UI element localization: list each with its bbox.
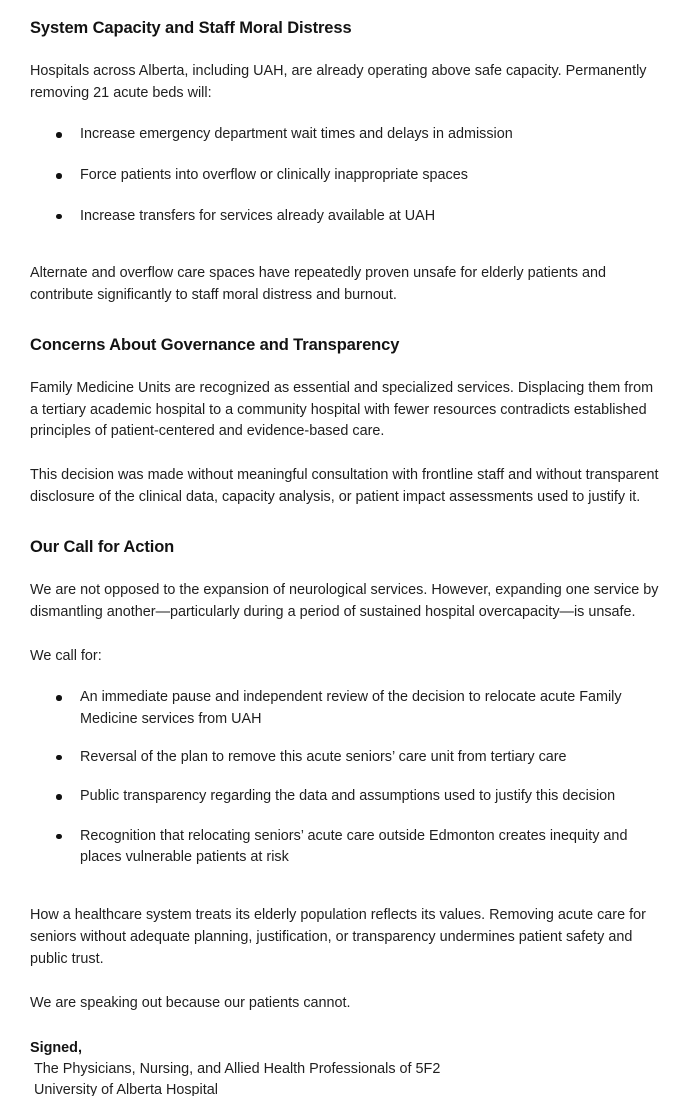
paragraph-system-capacity-intro: Hospitals across Alberta, including UAH, are already operating above safe capacity. Permanently removing 21 acute beds will:: [30, 62, 647, 101]
bullet-dot-icon: [56, 794, 62, 800]
spacer: [30, 39, 661, 61]
list-item: [30, 786, 661, 808]
paragraph-not-opposed-expansion: We are not opposed to the expansion of neurological services. However, expanding one service by dismantling another—particularly during a period of sustained hospital overcapacity—is unsafe.: [30, 581, 659, 620]
paragraph-speaking-out: We are speaking out because our patients cannot.: [30, 994, 351, 1011]
signature-line-hospital: University of Alberta Hospital: [34, 1081, 218, 1096]
paragraph-healthcare-system-values: How a healthcare system treats its elderly population reflects its values. Removing acute care for seniors without adequate planning, justification, or transparency undermines patient safety and public trust.: [30, 907, 646, 967]
bullet-dot-icon: [56, 173, 62, 179]
signature-block: [30, 1038, 661, 1096]
bullet-dot-icon: [56, 214, 62, 220]
paragraph-alternate-overflow-care: Alternate and overflow care spaces have repeatedly proven unsafe for elderly patients and contribute significantly to staff moral distress and burnout.: [30, 265, 606, 304]
bullet-dot-icon: [56, 755, 62, 761]
section-heading-system-capacity: System Capacity and Staff Moral Distress: [30, 19, 352, 37]
bullet-dot-icon: [56, 132, 62, 138]
spacer: [30, 1015, 661, 1038]
section-heading-governance-transparency: Concerns About Governance and Transparency: [30, 336, 400, 355]
spacer: [30, 558, 661, 580]
spacer: [30, 307, 661, 335]
list-item-label: Increase transfers for services already available at UAH: [80, 207, 436, 224]
list-item-label: Increase emergency department wait times and delays in admission: [80, 126, 513, 143]
spacer: [30, 104, 661, 124]
list-item-label: Public transparency regarding the data and assumptions used to justify this decision: [80, 788, 616, 805]
list-item: [30, 747, 661, 769]
list-item-label: Recognition that relocating seniors’ acute care outside Edmonton creates inequity and places vulnerable patients at risk: [80, 827, 628, 866]
spacer: [30, 667, 661, 687]
bullet-dot-icon: [56, 695, 62, 701]
paragraph-decision-consultation: This decision was made without meaningful consultation with frontline staff and without transparent disclosure of the clinical data, capacity analysis, or patient impact assessments used to justify it.: [30, 467, 659, 506]
spacer: [30, 971, 661, 993]
list-item-label: Force patients into overflow or clinically inappropriate spaces: [80, 167, 468, 184]
spacer: [30, 509, 661, 537]
signature-line-professionals: The Physicians, Nursing, and Allied Health Professionals of 5F2: [34, 1060, 441, 1077]
spacer: [30, 227, 661, 263]
spacer: [30, 356, 661, 378]
list-item-label: An immediate pause and independent review of the decision to relocate acute Family Medicine services from UAH: [80, 689, 622, 727]
list-item: [30, 206, 661, 228]
spacer: [30, 624, 661, 646]
list-item: [30, 826, 661, 869]
spacer: [30, 443, 661, 465]
paragraph-family-medicine-units: Family Medicine Units are recognized as essential and specialized services. Displacing them from a tertiary academic hospital to a community hospital with fewer resources contradicts established principles of patient-centered and evidence-based care.: [30, 379, 654, 440]
spacer: [30, 869, 661, 905]
bullet-list-call-for-action: [30, 687, 661, 869]
section-heading-call-for-action: Our Call for Action: [30, 538, 175, 557]
bullet-list-system-capacity: [30, 124, 661, 227]
paragraph-we-call-for: We call for:: [30, 647, 102, 664]
bullet-dot-icon: [56, 834, 62, 840]
list-item: [30, 124, 661, 146]
list-item: [30, 687, 661, 730]
signature-label: Signed,: [30, 1039, 82, 1056]
list-item-label: Reversal of the plan to remove this acute seniors’ care unit from tertiary care: [80, 748, 567, 765]
list-item: [30, 165, 661, 187]
